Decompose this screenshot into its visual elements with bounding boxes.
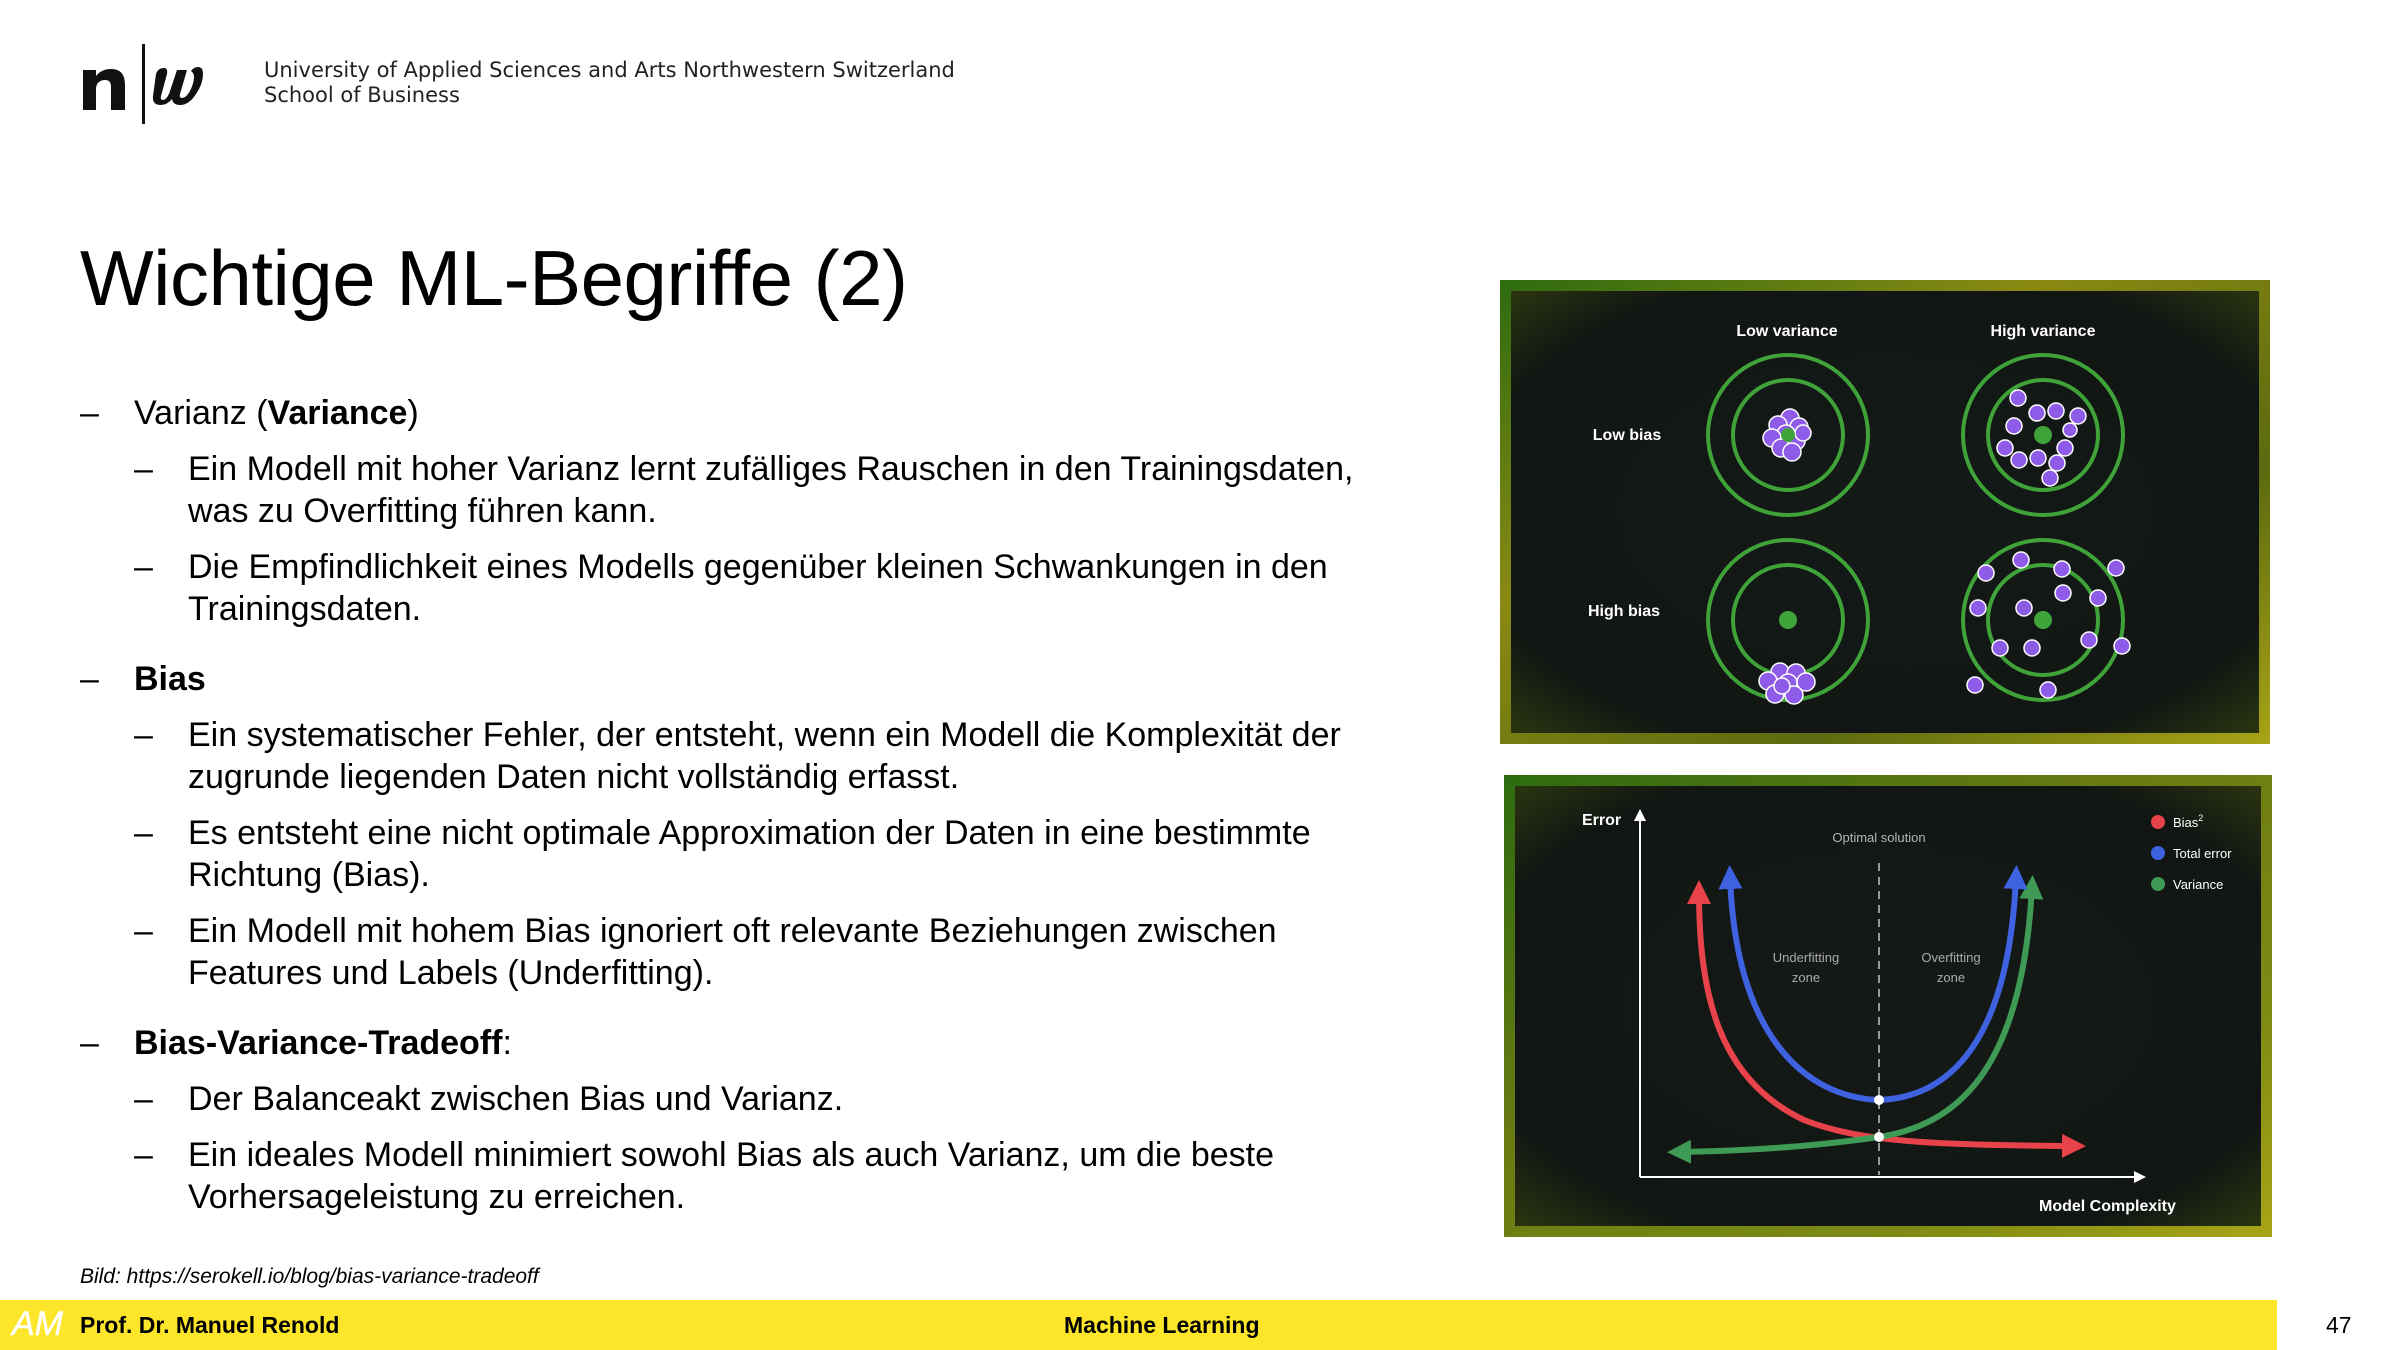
legend-variance-label: Variance xyxy=(2173,877,2224,892)
footer-bar xyxy=(0,1300,2277,1350)
bullet-dash: – xyxy=(134,1136,153,1174)
target-low-bias-high-variance xyxy=(1963,355,2123,515)
am-logo-text: AM xyxy=(12,1305,63,1343)
bullet-dash: – xyxy=(80,1024,99,1062)
y-axis-label: Error xyxy=(1582,812,1622,829)
bullet-dash: – xyxy=(80,394,99,432)
university-line-2: School of Business xyxy=(264,83,460,107)
sub-bullet xyxy=(134,714,1410,798)
sub-bullet xyxy=(134,448,1410,532)
target-low-bias-low-variance xyxy=(1708,355,1868,515)
bullet-variance xyxy=(80,392,1410,434)
error-complexity-chart xyxy=(1504,775,2272,1237)
bullet-dash: – xyxy=(134,450,153,488)
university-name xyxy=(264,58,955,108)
am-logo-icon xyxy=(10,1304,68,1344)
underfitting-label-1: Underfitting xyxy=(1772,950,1840,965)
bullet-dash: – xyxy=(134,912,153,950)
bias-term: Bias xyxy=(134,660,206,698)
sub-bullet-text: Ein Modell mit hoher Varianz lernt zufälliges Rauschen in den Trainingsdaten, was zu Overfitting führen kann. xyxy=(188,450,1354,530)
bullet-dash: – xyxy=(134,716,153,754)
row-label-low-bias: Low bias xyxy=(1592,427,1662,444)
sub-bullet xyxy=(134,1134,1410,1218)
overfitting-label-1: Overfitting xyxy=(1921,950,1981,965)
slide-title: Wichtige ML-Begriffe (2) xyxy=(80,234,908,322)
bullet-dash: – xyxy=(80,660,99,698)
legend-bias-swatch xyxy=(2151,815,2165,829)
bullet-tradeoff xyxy=(80,1022,1410,1064)
bullet-dash: – xyxy=(134,1080,153,1118)
total-error-minimum-point xyxy=(1874,1095,1884,1105)
tradeoff-term: Bias-Variance-Tradeoff xyxy=(134,1024,503,1062)
col-label-low-variance: Low variance xyxy=(1736,323,1838,340)
figure-background xyxy=(1511,291,2259,733)
bias-variance-targets-figure xyxy=(1500,280,2270,744)
legend-total-swatch xyxy=(2151,846,2165,860)
bullet-bias xyxy=(80,658,1410,700)
page-number: 47 xyxy=(2326,1312,2352,1338)
sub-bullet xyxy=(134,546,1410,630)
bullet-dash: – xyxy=(134,814,153,852)
legend-total-label: Total error xyxy=(2173,846,2232,861)
row-label-high-bias: High bias xyxy=(1587,603,1661,620)
overfitting-label-2: zone xyxy=(1936,970,1966,985)
target-high-bias-low-variance xyxy=(1708,540,1868,704)
university-line-1: University of Applied Sciences and Arts Northwestern Switzerland xyxy=(264,58,955,82)
variance-prefix: Varianz ( xyxy=(134,394,268,432)
bullet-list xyxy=(80,392,1410,1232)
optimal-label: Optimal solution xyxy=(1832,830,1926,845)
legend-bias-superscript: 2 xyxy=(2198,813,2204,823)
sub-bullet-text: Der Balanceakt zwischen Bias und Varianz. xyxy=(188,1080,844,1118)
footer-author: Prof. Dr. Manuel Renold xyxy=(80,1312,340,1338)
variance-term: Variance xyxy=(267,394,408,432)
bullet-dash: – xyxy=(134,548,153,586)
intersection-point xyxy=(1874,1132,1884,1142)
sub-bullet-text: Ein Modell mit hohem Bias ignoriert oft relevante Beziehungen zwischen Features und Labels (Underfitting). xyxy=(188,912,1277,992)
fhnw-logo xyxy=(80,40,230,130)
variance-suffix: ) xyxy=(407,394,419,432)
sub-bullet-text: Ein ideales Modell minimiert sowohl Bias als auch Varianz, um die beste Vorhersageleistung zu erreichen. xyxy=(188,1136,1274,1216)
sub-bullet-text: Die Empfindlichkeit eines Modells gegenüber kleinen Schwankungen in den Trainingsdaten. xyxy=(188,548,1328,628)
col-label-high-variance: High variance xyxy=(1990,323,2096,340)
sub-bullet xyxy=(134,910,1410,994)
sub-bullet xyxy=(134,812,1410,896)
sub-bullet xyxy=(134,1078,1410,1120)
sub-bullet-text: Es entsteht eine nicht optimale Approximation der Daten in eine bestimmte Richtung (Bias). xyxy=(188,814,1311,894)
image-caption: Bild: https://serokell.io/blog/bias-variance-tradeoff xyxy=(80,1265,539,1288)
underfitting-label-2: zone xyxy=(1791,970,1821,985)
figure-background xyxy=(1515,786,2261,1226)
fhnw-logo-mark xyxy=(83,44,203,124)
sub-bullet-text: Ein systematischer Fehler, der entsteht, wenn ein Modell die Komplexität der zugrunde liegenden Daten nicht vollständig erfasst. xyxy=(188,716,1341,796)
legend-variance-swatch xyxy=(2151,877,2165,891)
legend-bias-text: Bias xyxy=(2173,815,2199,830)
tradeoff-suffix: : xyxy=(502,1024,512,1062)
footer-course: Machine Learning xyxy=(1064,1312,1260,1338)
x-axis-label: Model Complexity xyxy=(2039,1198,2176,1215)
